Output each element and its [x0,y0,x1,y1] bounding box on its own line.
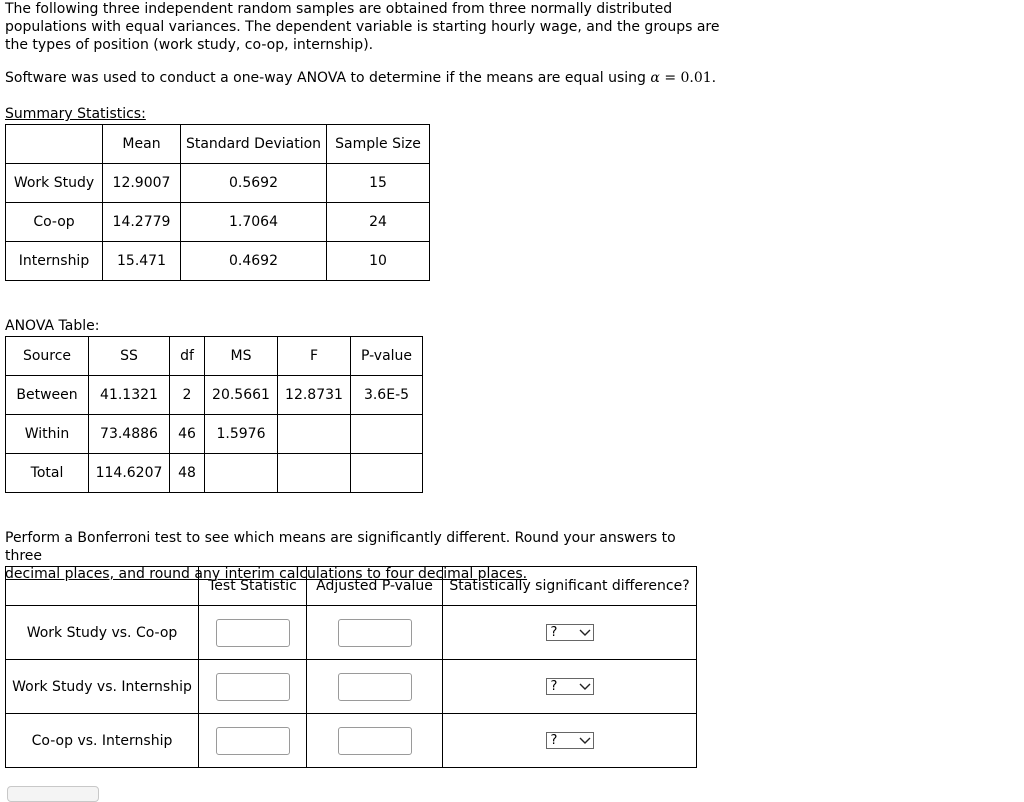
chevron-down-icon [579,683,591,691]
anova-source: Within [6,415,89,454]
adjusted-p-input[interactable] [338,727,412,755]
anova-ms: 1.5976 [205,415,278,454]
summary-caption: Summary Statistics: [5,106,146,122]
anova-header-source: Source [6,337,89,376]
anova-header-df: df [170,337,205,376]
table-row [6,606,697,660]
group-mean: 12.9007 [103,164,181,203]
significance-value: ? [550,679,558,694]
anova-header-ss: SS [89,337,170,376]
anova-df: 46 [170,415,205,454]
anova-f: 12.8731 [278,376,351,415]
group-name: Internship [6,242,103,281]
bonf-header-test-statistic: Test Statistic [199,567,307,606]
anova-ms: 20.5661 [205,376,278,415]
anova-header-p: P-value [351,337,423,376]
instructions-line-1: Perform a Bonferroni test to see which means are significantly different. Round your answers to three [5,530,676,564]
anova-f [278,454,351,493]
table-row [6,454,423,493]
instructions-line-2: decimal places, and round any interim calculations to four decimal places. [5,566,528,582]
alpha-value: = 0.01. [664,70,717,86]
comparison-label: Work Study vs. Internship [6,660,199,714]
bonf-header-significant: Statistically significant difference? [443,567,697,606]
anova-table [5,336,423,493]
anova-source: Between [6,376,89,415]
anova-ss: 114.6207 [89,454,170,493]
significance-select[interactable] [546,678,594,695]
table-row [6,415,423,454]
summary-header-n: Sample Size [327,125,430,164]
summary-statistics-table [5,124,430,281]
anova-p [351,454,423,493]
comparison-label: Work Study vs. Co-op [6,606,199,660]
table-row [6,242,430,281]
table-row [6,714,697,768]
table-row [6,203,430,242]
adjusted-p-input[interactable] [338,619,412,647]
adjusted-p-input[interactable] [338,673,412,701]
anova-header-f: F [278,337,351,376]
group-sd: 1.7064 [181,203,327,242]
bonferroni-table [5,566,697,768]
group-sd: 0.4692 [181,242,327,281]
alpha-symbol: α [650,70,660,86]
anova-p [351,415,423,454]
group-n: 24 [327,203,430,242]
group-mean: 14.2779 [103,203,181,242]
group-name: Co-op [6,203,103,242]
problem-intro: The following three independent random samples are obtained from three normally distributed populations with equal variances. The dependent variable is starting hourly wage, and the groups are the types of position (work study, co-op, internship). [5,1,720,53]
bonf-header-blank [6,567,199,606]
anova-caption: ANOVA Table: [5,318,100,334]
anova-ss: 73.4886 [89,415,170,454]
summary-header-blank [6,125,103,164]
bonf-header-adjusted-p: Adjusted P-value [307,567,443,606]
comparison-label: Co-op vs. Internship [6,714,199,768]
anova-ss: 41.1321 [89,376,170,415]
chevron-down-icon [579,737,591,745]
table-row [6,164,430,203]
significance-value: ? [550,733,558,748]
test-statistic-input[interactable] [216,619,290,647]
group-mean: 15.471 [103,242,181,281]
summary-header-sd: Standard Deviation [181,125,327,164]
significance-select[interactable] [546,732,594,749]
table-row [6,376,423,415]
chevron-down-icon [579,629,591,637]
anova-source: Total [6,454,89,493]
group-n: 10 [327,242,430,281]
significance-select[interactable] [546,624,594,641]
anova-df: 2 [170,376,205,415]
anova-df: 48 [170,454,205,493]
significance-value: ? [550,625,558,640]
group-sd: 0.5692 [181,164,327,203]
test-statistic-input[interactable] [216,673,290,701]
anova-header-ms: MS [205,337,278,376]
software-statement [5,69,716,87]
anova-f [278,415,351,454]
summary-header-mean: Mean [103,125,181,164]
software-text: Software was used to conduct a one-way ANOVA to determine if the means are equal using [5,70,646,86]
table-row [6,660,697,714]
test-statistic-input[interactable] [216,727,290,755]
group-name: Work Study [6,164,103,203]
anova-p: 3.6E-5 [351,376,423,415]
submit-button[interactable] [7,786,99,802]
anova-ms [205,454,278,493]
group-n: 15 [327,164,430,203]
